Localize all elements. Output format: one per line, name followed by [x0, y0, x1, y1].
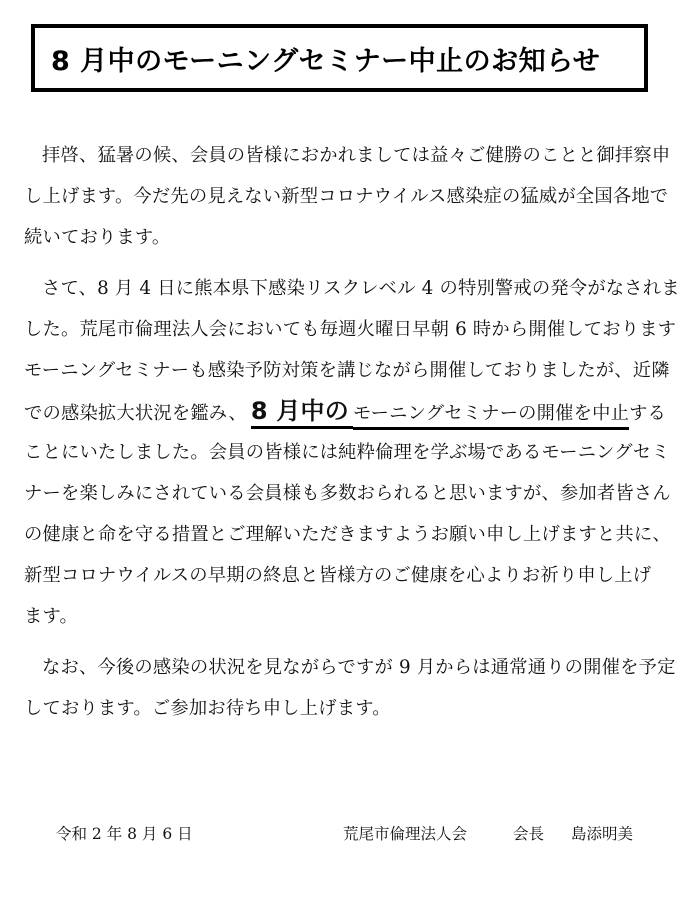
paragraph-2-line-8: 新型コロナウイルスの早期の終息と皆様方のご健康を心よりお祈り申し上げ — [24, 565, 652, 586]
highlight-underlined: モーニングセミナーの開催を中止 — [353, 403, 629, 430]
paragraph-3-line-1: なお、今後の感染の状況を見ながらですが 9 月からは通常通りの開催を予定 — [42, 657, 676, 678]
paragraph-2-line-5: ことにいたしました。会員の皆様には純粋倫理を学ぶ場であるモーニングセミ — [24, 442, 670, 463]
highlight-emphasis: 8 月中の — [251, 397, 353, 429]
organization-name: 荒尾市倫理法人会 — [343, 825, 468, 843]
issue-date: 令和 2 年 8 月 6 日 — [56, 825, 193, 843]
paragraph-3-line-2: しております。ご参加お待ち申し上げます。 — [24, 698, 391, 719]
letter-body — [24, 135, 684, 729]
title-box — [31, 24, 648, 92]
paragraph-1-line-3: 続いております。 — [24, 227, 171, 248]
paragraph-2-line-7: の健康と命を守る措置とご理解いただきますようお願い申し上げますと共に、 — [24, 524, 671, 545]
paragraph-1-line-1: 拝啓、猛暑の候、会員の皆様におかれましては益々ご健勝のことと御拝察申 — [42, 145, 671, 166]
document-title: 8 月中のモーニングセミナー中止のお知らせ — [51, 45, 601, 77]
highlight-after: する — [629, 403, 667, 424]
signer-role: 会長 — [513, 825, 545, 843]
signer-name: 島添明美 — [571, 825, 634, 843]
highlight-before: での感染拡大状況を鑑み、 — [24, 403, 247, 424]
paragraph-2-line-6: ナーを楽しみにされている会員様も多数おられると思いますが、参加者皆さん — [24, 483, 671, 504]
paragraph-2-line-3: モーニングセミナーも感染予防対策を講じながら開催しておりましたが、近隣 — [24, 360, 670, 381]
signature-footer — [56, 822, 656, 846]
paragraph-2-line-1: さて、8 月 4 日に熊本県下感染リスクレベル 4 の特別警戒の発令がなされま — [42, 278, 680, 299]
paragraph-2-line-2: した。荒尾市倫理法人会においても毎週火曜日早朝 6 時から開催しております — [24, 319, 677, 340]
paragraph-1-line-2: し上げます。今だ先の見えない新型コロナウイルス感染症の猛威が全国各地で — [24, 186, 669, 207]
paragraph-2-line-9: ます。 — [24, 606, 78, 627]
paragraph-2-highlight-line — [24, 391, 684, 432]
